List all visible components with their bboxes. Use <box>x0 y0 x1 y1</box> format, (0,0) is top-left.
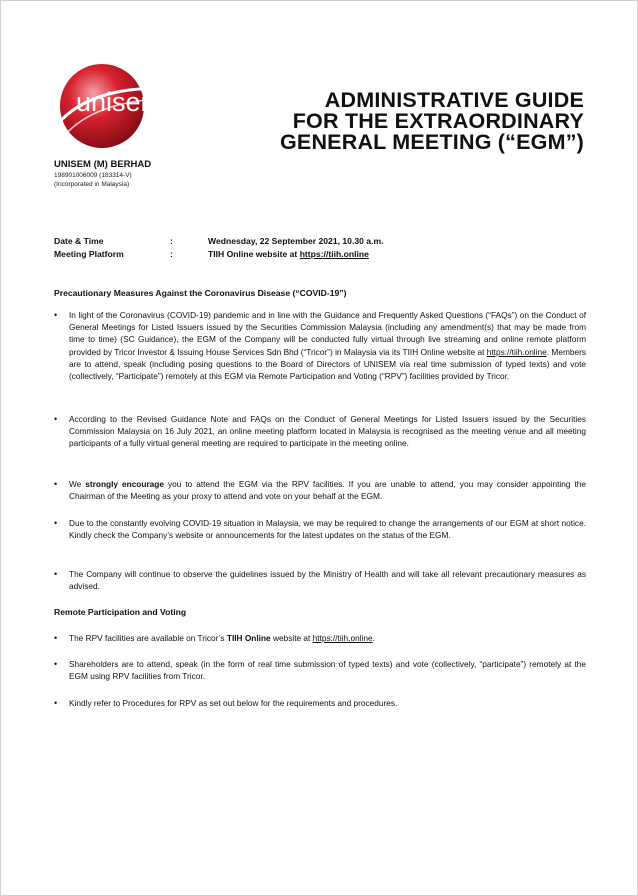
covid-bullet-5-text: The Company will continue to observe the guidelines issued by the Ministry of Health and will take all relevant precautionary measures as advised. <box>69 569 586 592</box>
covid-bullet-1 <box>54 309 586 382</box>
covid-bullet-4 <box>54 517 586 541</box>
covid-bullet-2-text: According to the Revised Guidance Note and FAQs on the Conduct of General Meetings for Listed Issuers issued by the Securities Commission Malaysia on 16 July 2021, an online meeting platform located in Malaysia is recognised as the meeting venue and all meeting participants of a fully virtual general meeting are required to participate in the meeting online. <box>69 414 586 449</box>
rpv-bullet-3 <box>54 697 586 709</box>
bullet-dot: • <box>54 414 58 424</box>
meeting-platform-colon: : <box>170 249 173 259</box>
rpv-b1-post: . <box>372 633 375 643</box>
bullet-dot: • <box>54 569 58 579</box>
bullet-dot: • <box>54 698 58 708</box>
covid-b1-post: . Members are to attend, speak (including posing questions to the Board of Directors of UNISEM via real time submission of typed texts) and vote (collectively, “Participate”) remotely at this EGM via Remote Participation and Voting (“RPV”) facilities provided by Tricor. <box>69 346 586 382</box>
rpv-bullet-2 <box>54 658 586 682</box>
date-time-colon: : <box>170 236 173 246</box>
rpv-bullet-1 <box>54 632 586 644</box>
company-name: UNISEM (M) BERHAD <box>54 159 152 170</box>
company-incorporation: (Incorporated in Malaysia) <box>54 181 130 188</box>
date-time-label: Date & Time <box>54 236 104 246</box>
covid-b3-bold: strongly encourage <box>85 479 164 489</box>
company-registration: 198901006009 (183314-V) <box>54 172 132 179</box>
rpv-bullet-2-text: Shareholders are to attend, speak (in the form of real time submission of typed texts) and vote (collectively, “participate”) remotely at the EGM using RPV facilities from Tricor. <box>69 659 586 682</box>
document-title <box>280 90 584 153</box>
rpv-section-heading: Remote Participation and Voting <box>54 607 187 617</box>
covid-b3-pre: We <box>69 479 86 489</box>
covid-bullet-2 <box>54 413 586 450</box>
title-line-1: ADMINISTRATIVE GUIDE <box>324 88 584 112</box>
logo-text: unisem <box>76 87 164 117</box>
rpv-b1-mid: website at <box>270 633 313 643</box>
meeting-platform-value <box>208 249 369 259</box>
bullet-dot: • <box>54 659 58 669</box>
covid-bullet-1-text <box>69 309 586 382</box>
rpv-b1-pre: The RPV facilities are available on Tricor’s <box>69 633 227 643</box>
covid-b1-pre: In light of the Coronavirus (COVID-19) pandemic and in line with the Guidance and Frequently Asked Questions (“FAQs”) on the Conduct of General Meetings for Listed Issuers issued by the Securities Commission Malaysia (including any amendment(s) that may be made from time to time) (SC Guidance), the EGM of the Company will be conducted fully virtual through live streaming and online remote platform provided by Tricor Investor & Issuing House Services Sdn Bhd (“Tricor”) in Malaysia via its TIIH Online website at <box>69 310 586 357</box>
platform-prefix: TIIH Online website at <box>208 249 300 259</box>
covid-b3-post: you to attend the EGM via the RPV facilities. If you are unable to attend, you may consider appointing the Chairman of the Meeting as your proxy to attend and vote on your behalf at the EGM. <box>69 479 587 502</box>
meeting-platform-label: Meeting Platform <box>54 249 124 259</box>
rpv-b1-bold: TIIH Online <box>226 633 271 643</box>
title-line-2: FOR THE EXTRAORDINARY <box>292 109 584 133</box>
bullet-dot: • <box>54 310 58 320</box>
covid-bullet-5 <box>54 568 586 592</box>
date-time-value: Wednesday, 22 September 2021, 10.30 a.m. <box>208 236 384 246</box>
covid-b1-link[interactable]: https://tiih.online <box>486 346 547 357</box>
rpv-b1-link[interactable]: https://tiih.online <box>312 633 373 643</box>
rpv-bullet-1-text <box>69 632 586 644</box>
covid-bullet-4-text: Due to the constantly evolving COVID-19 situation in Malaysia, we may be required to change the arrangements of our EGM at short notice. Kindly check the Company’s website or announcements for the latest updates on the status of the EGM. <box>69 518 586 541</box>
bullet-dot: • <box>54 479 58 489</box>
covid-section-heading: Precautionary Measures Against the Coronavirus Disease (“COVID-19”) <box>54 288 347 298</box>
covid-bullet-3-text <box>69 478 586 502</box>
title-line-3: GENERAL MEETING (“EGM”) <box>279 130 584 154</box>
rpv-bullet-3-text: Kindly refer to Procedures for RPV as set out below for the requirements and procedures. <box>69 698 398 708</box>
bullet-dot: • <box>54 518 58 528</box>
covid-bullet-3 <box>54 478 586 502</box>
bullet-dot: • <box>54 633 58 643</box>
unisem-logo <box>50 56 190 156</box>
tiih-link[interactable]: https://tiih.online <box>299 249 369 259</box>
